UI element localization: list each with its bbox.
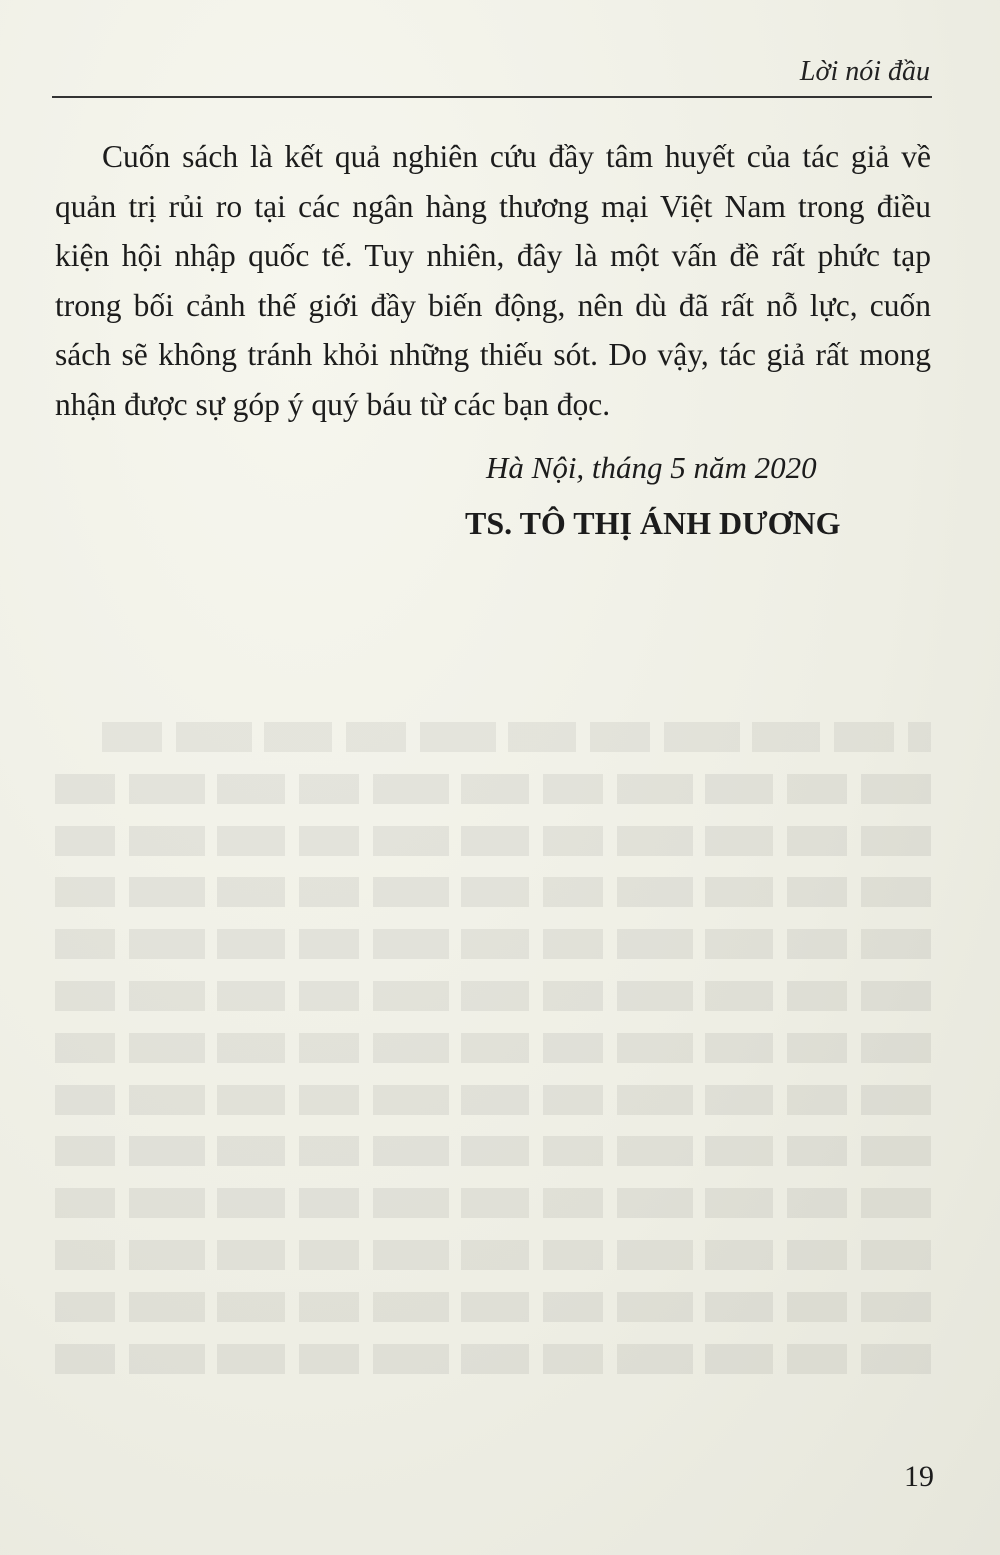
show-through-text (55, 722, 931, 1412)
signature-author: TS. TÔ THỊ ÁNH DƯƠNG (465, 505, 841, 541)
show-through-line (55, 981, 931, 1011)
show-through-line (102, 722, 931, 752)
show-through-line (55, 774, 931, 804)
running-header: Lời nói đầu (799, 56, 930, 87)
header-rule (52, 96, 932, 98)
signature-place-date: Hà Nội, tháng 5 năm 2020 (486, 450, 817, 485)
show-through-line (55, 1188, 931, 1218)
show-through-line (55, 826, 931, 856)
show-through-line (55, 929, 931, 959)
body-paragraph: Cuốn sách là kết quả nghiên cứu đầy tâm huyết của tác giả về quản trị rủi ro tại các ngân hàng thương mại Việt Nam trong điều kiện hội nhập quốc tế. Tuy nhiên, đây là một vấn đề rất phức tạp trong bối cảnh thế giới đầy biến động, nên dù đã rất nỗ lực, cuốn sách sẽ không tránh khỏi những thiếu sót. Do vậy, tác giả rất mong nhận được sự góp ý quý báu từ các bạn đọc. (55, 139, 931, 422)
show-through-line (55, 877, 931, 907)
show-through-line (55, 1292, 931, 1322)
show-through-line (55, 1344, 931, 1374)
show-through-line (55, 1085, 931, 1115)
show-through-line (55, 1240, 931, 1270)
show-through-line (55, 1033, 931, 1063)
show-through-line (55, 1136, 931, 1166)
page-number: 19 (904, 1460, 934, 1493)
